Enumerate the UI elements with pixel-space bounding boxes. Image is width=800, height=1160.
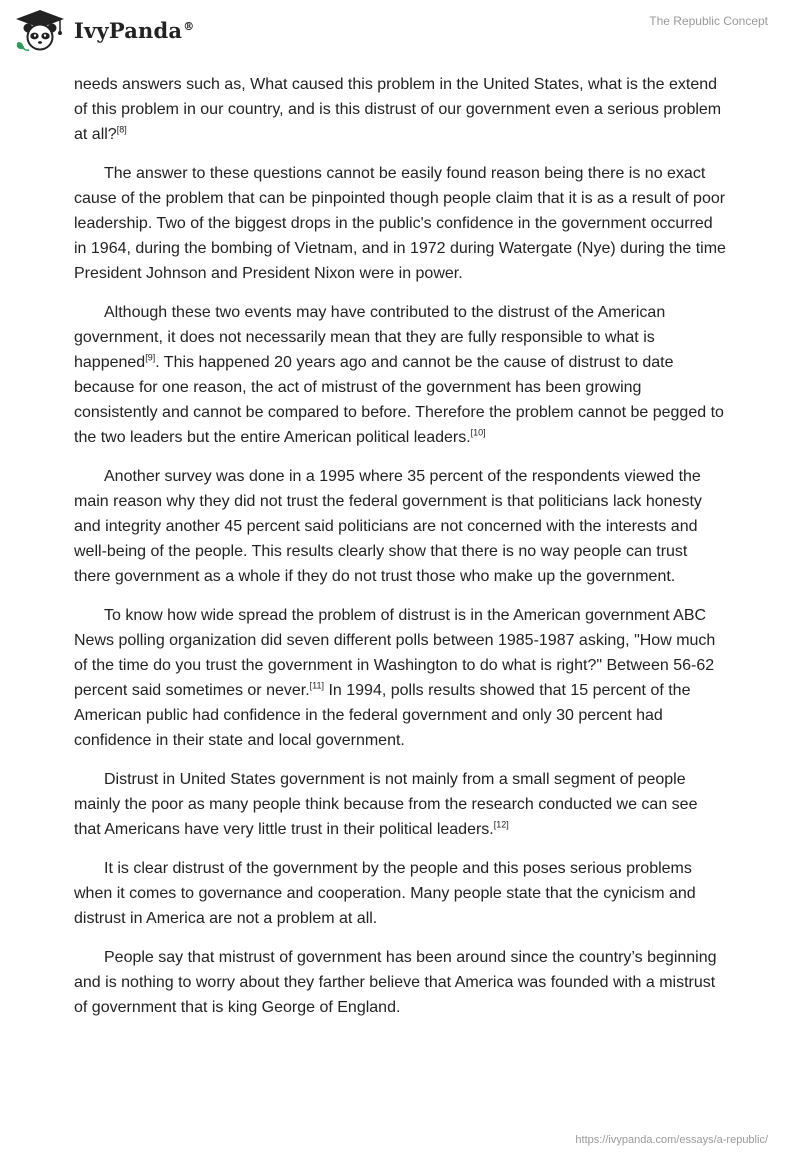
paragraph	[74, 856, 726, 931]
paragraph-text: The answer to these questions cannot be easily found reason being there is no exact cause of the problem that can be pinpointed though people claim that it is as a result of poor leadership. Two of the biggest drops in the public's confidence in the government occurred in 1964, during the bombing of Vietnam, and in 1972 during Watergate (Nye) during the time President Johnson and President Nixon were in power.	[74, 165, 726, 282]
paragraph	[74, 767, 726, 842]
paragraph-text: . This happened 20 years ago and cannot be the cause of distrust to date because for one reason, the act of mistrust of the government has been growing consistently and cannot be compared to before. Therefore the problem cannot be pegged to the two leaders but the entire American political leaders.	[74, 354, 724, 446]
paragraph-text: Distrust in United States government is not mainly from a small segment of people mainly the poor as many people think because from the research conducted we can see that Americans have very little trust in their political leaders.	[74, 771, 698, 838]
paragraph-text: Another survey was done in a 1995 where 35 percent of the respondents viewed the main reason why they did not trust the federal government is that politicians lack honesty and integrity another 45 percent said politicians are not concerned with the interests and well-being of the people. This results clearly show that there is no way people can trust there government as a whole if they do not trust those who make up the government.	[74, 468, 702, 585]
document-title: The Republic Concept	[649, 14, 768, 28]
paragraph	[74, 603, 726, 753]
paragraph	[74, 300, 726, 450]
source-url[interactable]: https://ivypanda.com/essays/a-republic/	[575, 1134, 768, 1146]
paragraph	[74, 161, 726, 286]
footnote-ref[interactable]: [12]	[493, 819, 509, 830]
footnote-ref[interactable]: [11]	[309, 680, 325, 691]
paragraph-text: To know how wide spread the problem of distrust is in the American government ABC News polling organization did seven different polls between 1985-1987 asking, "How much of the time do you trust the government in Washington to do what is right?" Between 56-62 percent said sometimes or never.	[74, 607, 716, 699]
paragraph	[74, 464, 726, 589]
paragraph	[74, 945, 726, 1020]
paragraph-text: In 1994, polls results showed that 15 percent of the American public had confidence in the federal government and only 30 percent had confidence in their state and local government.	[74, 682, 691, 749]
ivypanda-logo[interactable]	[14, 8, 194, 52]
footnote-ref[interactable]: [9]	[145, 352, 156, 363]
brand-name	[74, 18, 194, 43]
brand-text: IvyPanda	[74, 17, 183, 43]
paragraph-text: It is clear distrust of the government by the people and this poses serious problems when it comes to governance and cooperation. Many people state that the cynicism and distrust in America are not a problem at all.	[74, 860, 696, 927]
panda-graduate-icon	[14, 8, 66, 52]
essay-body	[74, 72, 726, 1034]
paragraph-text: needs answers such as, What caused this problem in the United States, what is the extend of this problem in our country, and is this distrust of our government even a serious problem at all?	[74, 76, 722, 143]
footnote-ref[interactable]: [8]	[116, 124, 127, 135]
registered-mark: ®	[183, 19, 195, 33]
paragraph	[74, 72, 726, 147]
paragraph-text: People say that mistrust of government has been around since the country’s beginning and is nothing to worry about they farther believe that America was founded with a mistrust of government that is king George of England.	[74, 949, 717, 1016]
page-header	[0, 0, 800, 70]
footnote-ref[interactable]: [10]	[470, 427, 486, 438]
paragraph-text: Although these two events may have contributed to the distrust of the American government, it does not necessarily mean that they are fully responsible to what is happened	[74, 304, 666, 371]
